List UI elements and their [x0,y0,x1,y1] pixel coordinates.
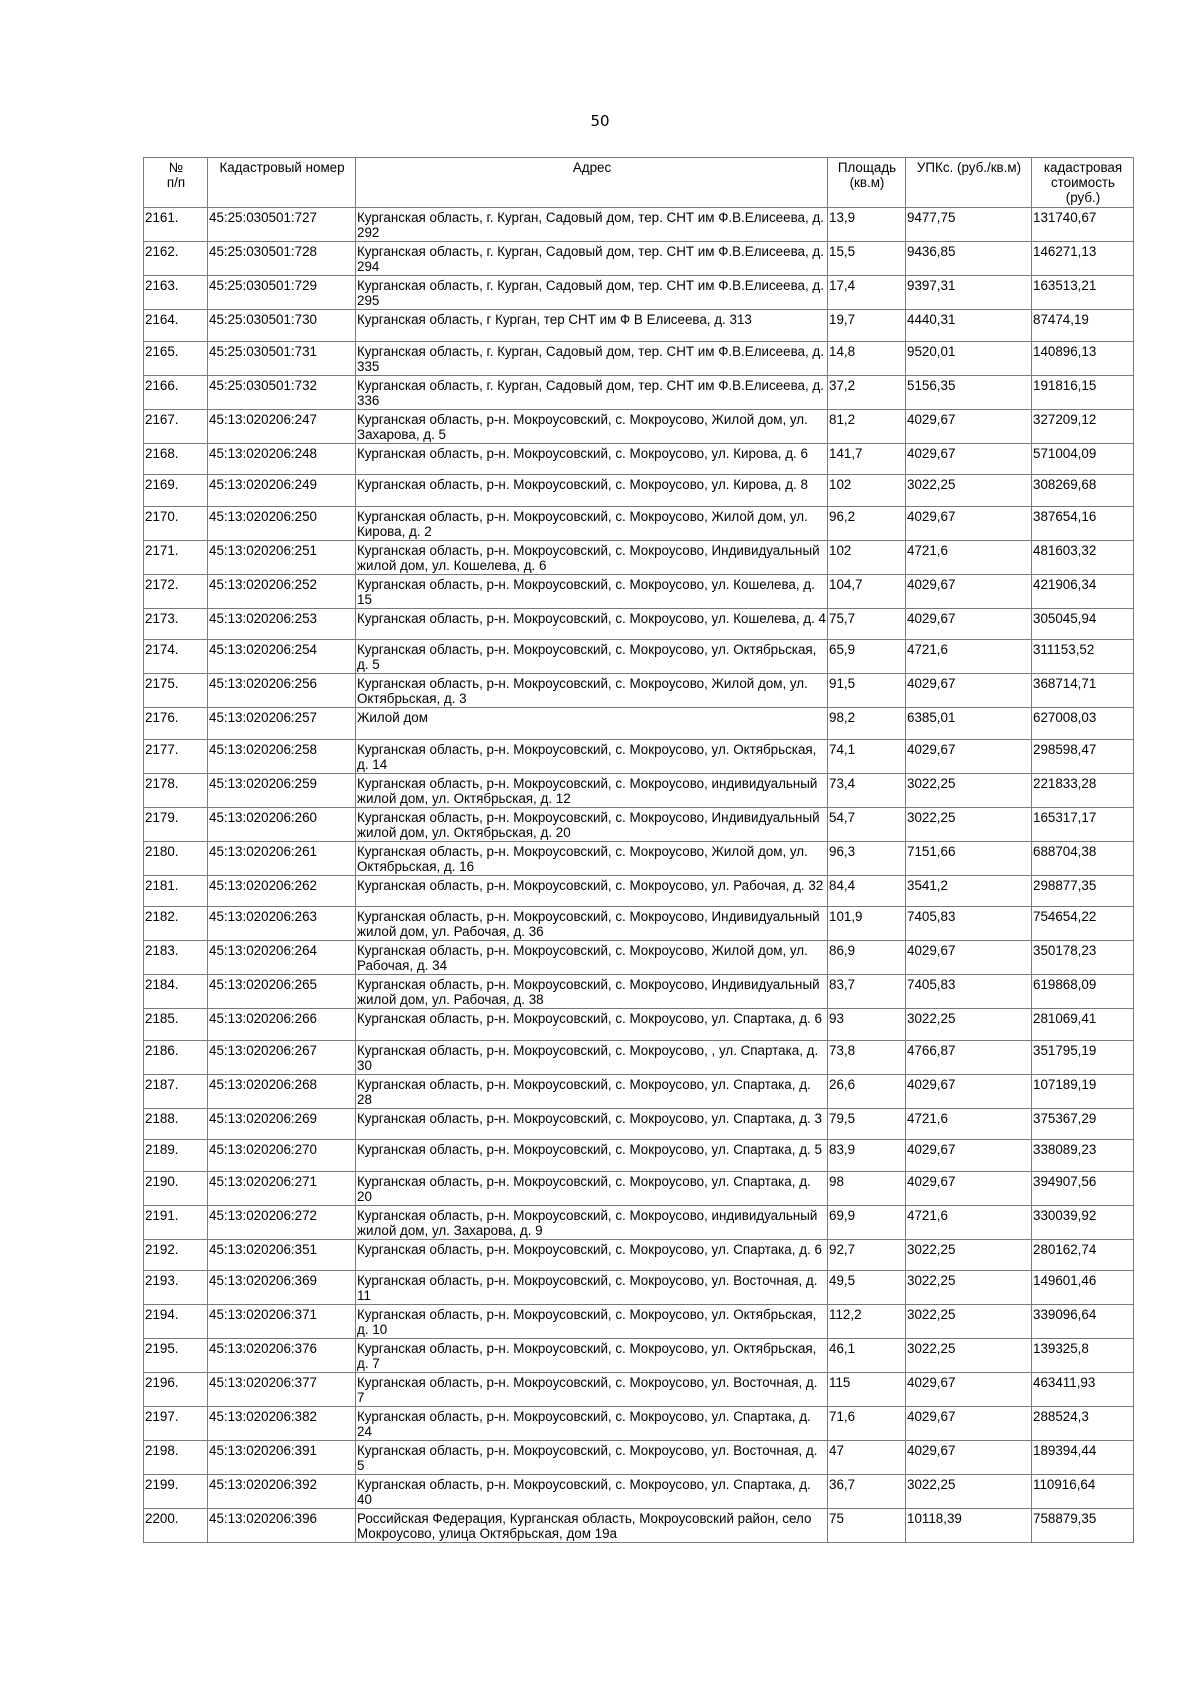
cadastral-value-table [143,157,1134,1543]
cadastral-number-cell: 45:13:020206:396 [208,1509,356,1543]
cadastral-number-cell: 45:13:020206:253 [208,608,356,640]
table-row [144,807,1134,841]
row-number-cell: 2188. [144,1108,208,1140]
upks-cell: 3022,25 [906,1271,1032,1305]
upks-cell: 9397,31 [906,276,1032,310]
cadastral-value-cell: 351795,19 [1032,1040,1134,1074]
address-cell: Курганская область, р-н. Мокроусовский, с. Мокроусово, Жилой дом, ул. Октябрьская, д. 16 [356,841,828,875]
address-cell: Курганская область, р-н. Мокроусовский, с. Мокроусово, ул. Спартака, д. 6 [356,1009,828,1041]
upks-cell: 7405,83 [906,907,1032,941]
area-cell: 102 [828,475,906,507]
address-cell: Курганская область, р-н. Мокроусовский, с. Мокроусово, Жилой дом, ул. Рабочая, д. 34 [356,941,828,975]
address-cell: Курганская область, р-н. Мокроусовский, с. Мокроусово, ул. Кирова, д. 8 [356,475,828,507]
row-number-cell: 2162. [144,242,208,276]
address-cell: Курганская область, р-н. Мокроусовский, с. Мокроусово, ул. Спартака, д. 20 [356,1171,828,1205]
upks-cell: 4029,67 [906,443,1032,475]
table-row [144,1239,1134,1271]
address-cell: Курганская область, г. Курган, Садовый дом, тер. СНТ им Ф.В.Елисеева, д. 292 [356,208,828,242]
cadastral-value-cell: 350178,23 [1032,941,1134,975]
row-number-cell: 2180. [144,841,208,875]
cadastral-value-cell: 338089,23 [1032,1140,1134,1172]
page-number: 50 [590,112,610,130]
cadastral-number-cell: 45:25:030501:728 [208,242,356,276]
cadastral-number-cell: 45:13:020206:391 [208,1441,356,1475]
upks-cell: 4029,67 [906,941,1032,975]
address-cell: Курганская область, р-н. Мокроусовский, с. Мокроусово, ул. Октябрьская, д. 14 [356,739,828,773]
address-cell: Курганская область, р-н. Мокроусовский, с. Мокроусово, Индивидуальный жилой дом, ул. Рабочая, д. 38 [356,975,828,1009]
cadastral-value-cell: 281069,41 [1032,1009,1134,1041]
upks-cell: 4029,67 [906,1407,1032,1441]
area-cell: 15,5 [828,242,906,276]
cadastral-number-cell: 45:13:020206:264 [208,941,356,975]
table-row [144,574,1134,608]
cadastral-number-cell: 45:13:020206:262 [208,875,356,907]
row-number-cell: 2167. [144,409,208,443]
header-num: № п/п [144,158,208,208]
cadastral-number-cell: 45:13:020206:376 [208,1339,356,1373]
upks-cell: 4766,87 [906,1040,1032,1074]
cadastral-number-cell: 45:13:020206:265 [208,975,356,1009]
area-cell: 84,4 [828,875,906,907]
row-number-cell: 2173. [144,608,208,640]
upks-cell: 4721,6 [906,1205,1032,1239]
upks-cell: 7405,83 [906,975,1032,1009]
table-row [144,1441,1134,1475]
cadastral-number-cell: 45:13:020206:254 [208,640,356,674]
table-row [144,443,1134,475]
cadastral-number-cell: 45:13:020206:269 [208,1108,356,1140]
upks-cell: 4029,67 [906,1074,1032,1108]
area-cell: 86,9 [828,941,906,975]
cadastral-number-cell: 45:13:020206:250 [208,506,356,540]
area-cell: 13,9 [828,208,906,242]
cadastral-value-cell: 339096,64 [1032,1305,1134,1339]
address-cell: Курганская область, р-н. Мокроусовский, с. Мокроусово, индивидуальный жилой дом, ул. Захарова, д. 9 [356,1205,828,1239]
upks-cell: 3022,25 [906,1305,1032,1339]
cadastral-number-cell: 45:13:020206:268 [208,1074,356,1108]
row-number-cell: 2174. [144,640,208,674]
cadastral-number-cell: 45:13:020206:267 [208,1040,356,1074]
table-row [144,341,1134,375]
cadastral-number-cell: 45:13:020206:260 [208,807,356,841]
table-header-row [144,158,1134,208]
table-row [144,1373,1134,1407]
table-row [144,708,1134,740]
cadastral-number-cell: 45:13:020206:351 [208,1239,356,1271]
address-cell: Курганская область, р-н. Мокроусовский, с. Мокроусово, ул. Кошелева, д. 15 [356,574,828,608]
area-cell: 91,5 [828,674,906,708]
cadastral-number-cell: 45:13:020206:266 [208,1009,356,1041]
cadastral-value-cell: 221833,28 [1032,773,1134,807]
upks-cell: 3541,2 [906,875,1032,907]
header-upks: УПКс. (руб./кв.м) [906,158,1032,208]
cadastral-value-cell: 305045,94 [1032,608,1134,640]
row-number-cell: 2184. [144,975,208,1009]
area-cell: 112,2 [828,1305,906,1339]
row-number-cell: 2193. [144,1271,208,1305]
row-number-cell: 2161. [144,208,208,242]
table-body [144,208,1134,1543]
cadastral-number-cell: 45:13:020206:258 [208,739,356,773]
table-row [144,276,1134,310]
header-cadastral-value: кадастровая стоимость (руб.) [1032,158,1134,208]
address-cell: Курганская область, р-н. Мокроусовский, с. Мокроусово, ул. Октябрьская, д. 7 [356,1339,828,1373]
cadastral-value-cell: 387654,16 [1032,506,1134,540]
cadastral-value-cell: 311153,52 [1032,640,1134,674]
cadastral-value-cell: 288524,3 [1032,1407,1134,1441]
area-cell: 19,7 [828,310,906,342]
address-cell: Курганская область, р-н. Мокроусовский, с. Мокроусово, ул. Спартака, д. 28 [356,1074,828,1108]
cadastral-value-cell: 754654,22 [1032,907,1134,941]
upks-cell: 9477,75 [906,208,1032,242]
row-number-cell: 2175. [144,674,208,708]
address-cell: Курганская область, р-н. Мокроусовский, с. Мокроусово, ул. Спартака, д. 3 [356,1108,828,1140]
row-number-cell: 2168. [144,443,208,475]
cadastral-number-cell: 45:25:030501:732 [208,375,356,409]
cadastral-number-cell: 45:25:030501:729 [208,276,356,310]
upks-cell: 4029,67 [906,1373,1032,1407]
table-row [144,841,1134,875]
address-cell: Курганская область, р-н. Мокроусовский, с. Мокроусово, ул. Восточная, д. 11 [356,1271,828,1305]
cadastral-number-cell: 45:13:020206:369 [208,1271,356,1305]
area-cell: 73,4 [828,773,906,807]
area-cell: 46,1 [828,1339,906,1373]
area-cell: 69,9 [828,1205,906,1239]
address-cell: Курганская область, р-н. Мокроусовский, с. Мокроусово, ул. Восточная, д. 5 [356,1441,828,1475]
upks-cell: 7151,66 [906,841,1032,875]
table-row [144,1040,1134,1074]
table-row [144,1271,1134,1305]
table-row [144,375,1134,409]
row-number-cell: 2189. [144,1140,208,1172]
cadastral-value-cell: 375367,29 [1032,1108,1134,1140]
table-row [144,608,1134,640]
area-cell: 83,7 [828,975,906,1009]
address-cell: Курганская область, г. Курган, Садовый дом, тер. СНТ им Ф.В.Елисеева, д. 335 [356,341,828,375]
cadastral-value-cell: 189394,44 [1032,1441,1134,1475]
area-cell: 75 [828,1509,906,1543]
row-number-cell: 2187. [144,1074,208,1108]
area-cell: 17,4 [828,276,906,310]
table-row [144,739,1134,773]
address-cell: Курганская область, р-н. Мокроусовский, с. Мокроусово, индивидуальный жилой дом, ул. Октябрьская, д. 12 [356,773,828,807]
area-cell: 71,6 [828,1407,906,1441]
cadastral-value-cell: 463411,93 [1032,1373,1134,1407]
cadastral-value-cell: 481603,32 [1032,540,1134,574]
row-number-cell: 2196. [144,1373,208,1407]
upks-cell: 3022,25 [906,1475,1032,1509]
cadastral-value-cell: 758879,35 [1032,1509,1134,1543]
cadastral-value-cell: 131740,67 [1032,208,1134,242]
area-cell: 93 [828,1009,906,1041]
table-row [144,1305,1134,1339]
address-cell: Курганская область, р-н. Мокроусовский, с. Мокроусово, Индивидуальный жилой дом, ул. Октябрьская, д. 20 [356,807,828,841]
area-cell: 98 [828,1171,906,1205]
cadastral-number-cell: 45:13:020206:259 [208,773,356,807]
area-cell: 54,7 [828,807,906,841]
cadastral-value-cell: 163513,21 [1032,276,1134,310]
cadastral-value-cell: 149601,46 [1032,1271,1134,1305]
cadastral-value-cell: 368714,71 [1032,674,1134,708]
table-row [144,1475,1134,1509]
upks-cell: 4440,31 [906,310,1032,342]
address-cell: Курганская область, г. Курган, Садовый дом, тер. СНТ им Ф.В.Елисеева, д. 295 [356,276,828,310]
row-number-cell: 2166. [144,375,208,409]
address-cell: Жилой дом [356,708,828,740]
cadastral-value-cell: 619868,09 [1032,975,1134,1009]
cadastral-number-cell: 45:13:020206:252 [208,574,356,608]
area-cell: 73,8 [828,1040,906,1074]
cadastral-value-cell: 298598,47 [1032,739,1134,773]
area-cell: 83,9 [828,1140,906,1172]
upks-cell: 9520,01 [906,341,1032,375]
upks-cell: 4029,67 [906,1441,1032,1475]
row-number-cell: 2171. [144,540,208,574]
row-number-cell: 2194. [144,1305,208,1339]
upks-cell: 4721,6 [906,540,1032,574]
area-cell: 37,2 [828,375,906,409]
upks-cell: 4029,67 [906,409,1032,443]
cadastral-number-cell: 45:13:020206:272 [208,1205,356,1239]
upks-cell: 3022,25 [906,807,1032,841]
area-cell: 115 [828,1373,906,1407]
table-row [144,409,1134,443]
address-cell: Курганская область, р-н. Мокроусовский, с. Мокроусово, ул. Спартака, д. 40 [356,1475,828,1509]
upks-cell: 4029,67 [906,574,1032,608]
cadastral-number-cell: 45:13:020206:392 [208,1475,356,1509]
area-cell: 141,7 [828,443,906,475]
upks-cell: 4029,67 [906,506,1032,540]
area-cell: 96,2 [828,506,906,540]
upks-cell: 4029,67 [906,608,1032,640]
area-cell: 14,8 [828,341,906,375]
row-number-cell: 2163. [144,276,208,310]
table-row [144,875,1134,907]
upks-cell: 3022,25 [906,1009,1032,1041]
cadastral-value-cell: 165317,17 [1032,807,1134,841]
table-row [144,640,1134,674]
cadastral-value-cell: 280162,74 [1032,1239,1134,1271]
cadastral-number-cell: 45:13:020206:256 [208,674,356,708]
cadastral-number-cell: 45:13:020206:251 [208,540,356,574]
table-row [144,506,1134,540]
cadastral-number-cell: 45:13:020206:249 [208,475,356,507]
row-number-cell: 2165. [144,341,208,375]
area-cell: 104,7 [828,574,906,608]
row-number-cell: 2199. [144,1475,208,1509]
upks-cell: 5156,35 [906,375,1032,409]
row-number-cell: 2169. [144,475,208,507]
row-number-cell: 2170. [144,506,208,540]
upks-cell: 4721,6 [906,640,1032,674]
row-number-cell: 2182. [144,907,208,941]
area-cell: 49,5 [828,1271,906,1305]
cadastral-value-cell: 394907,56 [1032,1171,1134,1205]
row-number-cell: 2200. [144,1509,208,1543]
address-cell: Курганская область, г. Курган, Садовый дом, тер. СНТ им Ф.В.Елисеева, д. 336 [356,375,828,409]
cadastral-number-cell: 45:13:020206:247 [208,409,356,443]
table-row [144,1009,1134,1041]
table-row [144,1108,1134,1140]
area-cell: 65,9 [828,640,906,674]
row-number-cell: 2181. [144,875,208,907]
area-cell: 79,5 [828,1108,906,1140]
table-row [144,310,1134,342]
cadastral-value-cell: 298877,35 [1032,875,1134,907]
row-number-cell: 2185. [144,1009,208,1041]
cadastral-number-cell: 45:25:030501:727 [208,208,356,242]
upks-cell: 4721,6 [906,1108,1032,1140]
address-cell: Курганская область, р-н. Мокроусовский, с. Мокроусово, ул. Кирова, д. 6 [356,443,828,475]
table-row [144,208,1134,242]
table-row [144,1074,1134,1108]
address-cell: Курганская область, р-н. Мокроусовский, с. Мокроусово, ул. Спартака, д. 6 [356,1239,828,1271]
area-cell: 26,6 [828,1074,906,1108]
row-number-cell: 2198. [144,1441,208,1475]
area-cell: 75,7 [828,608,906,640]
area-cell: 101,9 [828,907,906,941]
table-row [144,1171,1134,1205]
row-number-cell: 2179. [144,807,208,841]
address-cell: Курганская область, р-н. Мокроусовский, с. Мокроусово, Индивидуальный жилой дом, ул. Кошелева, д. 6 [356,540,828,574]
table-row [144,1509,1134,1543]
cadastral-value-cell: 327209,12 [1032,409,1134,443]
table-row [144,907,1134,941]
cadastral-number-cell: 45:13:020206:382 [208,1407,356,1441]
address-cell: Курганская область, р-н. Мокроусовский, с. Мокроусово, ул. Кошелева, д. 4 [356,608,828,640]
area-cell: 81,2 [828,409,906,443]
upks-cell: 9436,85 [906,242,1032,276]
cadastral-value-cell: 571004,09 [1032,443,1134,475]
cadastral-value-cell: 110916,64 [1032,1475,1134,1509]
table-row [144,975,1134,1009]
address-cell: Курганская область, р-н. Мокроусовский, с. Мокроусово, ул. Рабочая, д. 32 [356,875,828,907]
cadastral-value-cell: 191816,15 [1032,375,1134,409]
area-cell: 102 [828,540,906,574]
row-number-cell: 2190. [144,1171,208,1205]
address-cell: Курганская область, р-н. Мокроусовский, с. Мокроусово, ул. Спартака, д. 5 [356,1140,828,1172]
address-cell: Курганская область, р-н. Мокроусовский, с. Мокроусово, ул. Октябрьская, д. 10 [356,1305,828,1339]
row-number-cell: 2172. [144,574,208,608]
address-cell: Курганская область, г. Курган, Садовый дом, тер. СНТ им Ф.В.Елисеева, д. 294 [356,242,828,276]
upks-cell: 3022,25 [906,475,1032,507]
row-number-cell: 2195. [144,1339,208,1373]
row-number-cell: 2183. [144,941,208,975]
cadastral-number-cell: 45:25:030501:731 [208,341,356,375]
address-cell: Курганская область, р-н. Мокроусовский, с. Мокроусово, ул. Спартака, д. 24 [356,1407,828,1441]
table-row [144,242,1134,276]
cadastral-number-cell: 45:13:020206:261 [208,841,356,875]
row-number-cell: 2177. [144,739,208,773]
address-cell: Курганская область, р-н. Мокроусовский, с. Мокроусово, Индивидуальный жилой дом, ул. Рабочая, д. 36 [356,907,828,941]
cadastral-value-cell: 87474,19 [1032,310,1134,342]
address-cell: Курганская область, г Курган, тер СНТ им Ф В Елисеева, д. 313 [356,310,828,342]
cadastral-value-cell: 688704,38 [1032,841,1134,875]
address-cell: Курганская область, р-н. Мокроусовский, с. Мокроусово, ул. Восточная, д. 7 [356,1373,828,1407]
row-number-cell: 2178. [144,773,208,807]
row-number-cell: 2186. [144,1040,208,1074]
address-cell: Курганская область, р-н. Мокроусовский, с. Мокроусово, , ул. Спартака, д. 30 [356,1040,828,1074]
table-row [144,674,1134,708]
table-row [144,773,1134,807]
cadastral-value-cell: 308269,68 [1032,475,1134,507]
table-row [144,1339,1134,1373]
cadastral-number-cell: 45:13:020206:248 [208,443,356,475]
address-cell: Курганская область, р-н. Мокроусовский, с. Мокроусово, Жилой дом, ул. Кирова, д. 2 [356,506,828,540]
cadastral-number-cell: 45:13:020206:257 [208,708,356,740]
address-cell: Курганская область, р-н. Мокроусовский, с. Мокроусово, Жилой дом, ул. Захарова, д. 5 [356,409,828,443]
upks-cell: 3022,25 [906,1339,1032,1373]
upks-cell: 3022,25 [906,1239,1032,1271]
upks-cell: 4029,67 [906,1171,1032,1205]
upks-cell: 10118,39 [906,1509,1032,1543]
upks-cell: 4029,67 [906,1140,1032,1172]
area-cell: 47 [828,1441,906,1475]
cadastral-value-cell: 146271,13 [1032,242,1134,276]
upks-cell: 6385,01 [906,708,1032,740]
address-cell: Курганская область, р-н. Мокроусовский, с. Мокроусово, ул. Октябрьская, д. 5 [356,640,828,674]
cadastral-value-cell: 330039,92 [1032,1205,1134,1239]
address-cell: Курганская область, р-н. Мокроусовский, с. Мокроусово, Жилой дом, ул. Октябрьская, д. 3 [356,674,828,708]
area-cell: 98,2 [828,708,906,740]
table-row [144,1140,1134,1172]
table-row [144,475,1134,507]
cadastral-number-cell: 45:13:020206:271 [208,1171,356,1205]
cadastral-number-cell: 45:25:030501:730 [208,310,356,342]
cadastral-number-cell: 45:13:020206:377 [208,1373,356,1407]
cadastral-number-cell: 45:13:020206:270 [208,1140,356,1172]
cadastral-value-cell: 627008,03 [1032,708,1134,740]
cadastral-value-cell: 421906,34 [1032,574,1134,608]
cadastral-number-cell: 45:13:020206:263 [208,907,356,941]
header-area: Площадь (кв.м) [828,158,906,208]
row-number-cell: 2191. [144,1205,208,1239]
cadastral-value-cell: 140896,13 [1032,341,1134,375]
table-row [144,1407,1134,1441]
cadastral-number-cell: 45:13:020206:371 [208,1305,356,1339]
upks-cell: 4029,67 [906,739,1032,773]
area-cell: 92,7 [828,1239,906,1271]
area-cell: 36,7 [828,1475,906,1509]
row-number-cell: 2197. [144,1407,208,1441]
cadastral-value-cell: 139325,8 [1032,1339,1134,1373]
table-row [144,1205,1134,1239]
upks-cell: 4029,67 [906,674,1032,708]
cadastral-value-cell: 107189,19 [1032,1074,1134,1108]
header-address: Адрес [356,158,828,208]
upks-cell: 3022,25 [906,773,1032,807]
area-cell: 74,1 [828,739,906,773]
table-row [144,941,1134,975]
address-cell: Российская Федерация, Курганская область, Мокроусовский район, село Мокроусово, улица Октябрьская, дом 19а [356,1509,828,1543]
table-row [144,540,1134,574]
header-cadastral-number: Кадастровый номер [208,158,356,208]
row-number-cell: 2176. [144,708,208,740]
row-number-cell: 2192. [144,1239,208,1271]
row-number-cell: 2164. [144,310,208,342]
area-cell: 96,3 [828,841,906,875]
